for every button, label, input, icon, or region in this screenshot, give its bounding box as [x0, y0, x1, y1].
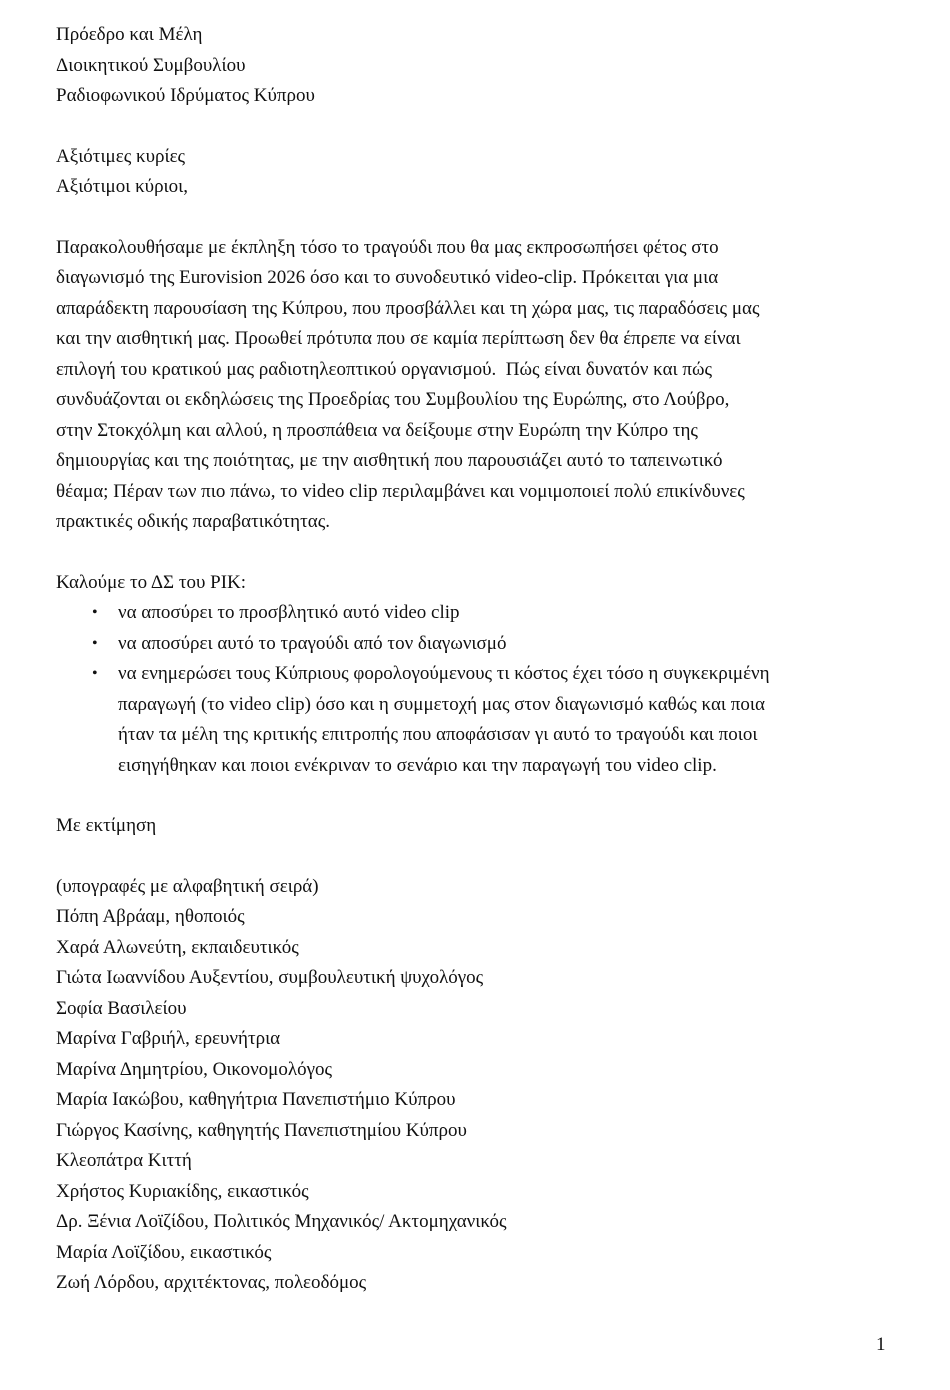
list-item-line: εισηγήθηκαν και ποιοι ενέκριναν το σενάριο και την παραγωγή του video clip.: [118, 754, 717, 776]
signatory: Μαρία Λοϊζίδου, εικαστικός: [56, 1241, 272, 1263]
body-line: απαράδεκτη παρουσίαση της Κύπρου, που προσβάλλει και τη χώρα μας, τις παραδόσεις μας: [56, 297, 760, 319]
addressee-line: Διοικητικού Συμβουλίου: [56, 54, 246, 76]
signatures-note: (υπογραφές με αλφαβητική σειρά): [56, 875, 319, 897]
addressee-line: Πρόεδρο και Μέλη: [56, 24, 203, 45]
body-line: θέαμα; Πέραν των πιο πάνω, το video clip περιλαμβάνει και νομιμοποιεί πολύ επικίνδυνες: [56, 480, 745, 502]
signatory: Πόπη Αβράαμ, ηθοποιός: [56, 906, 245, 927]
signatory: Χαρά Αλωνεύτη, εκπαιδευτικός: [56, 936, 299, 958]
signatory: Γιώργος Κασίνης, καθηγητής Πανεπιστημίου Κύπρου: [56, 1119, 467, 1141]
list-item-line: παραγωγή (το video clip) όσο και η συμμετοχή μας στον διαγωνισμό καθώς και ποια: [118, 693, 765, 715]
demands-intro: Καλούμε το ΔΣ του ΡΙΚ:: [56, 571, 247, 593]
signatory: Γιώτα Ιωαννίδου Αυξεντίου, συμβουλευτική ψυχολόγος: [56, 967, 484, 988]
letter-page: [56, 20, 896, 1299]
body-line: Παρακολουθήσαμε με έκπληξη τόσο το τραγούδι που θα μας εκπροσωπήσει φέτος στο: [56, 236, 719, 258]
list-item-line: να αποσύρει αυτό το τραγούδι από τον διαγωνισμό: [118, 632, 507, 654]
signatory: Δρ. Ξένια Λοϊζίδου, Πολιτικός Μηχανικός/ Ακτομηχανικός: [56, 1211, 507, 1232]
demands-list: [56, 598, 896, 781]
bullet-icon: •: [92, 665, 98, 682]
signatory: Σοφία Βασιλείου: [56, 997, 187, 1019]
demands-section: [56, 568, 896, 782]
body-line: επιλογή του κρατικού μας ραδιοτηλεοπτικού οργανισμού. Πώς είναι δυνατόν και πώς: [56, 358, 713, 380]
body-line: και την αισθητική μας. Προωθεί πρότυπα που σε καμία περίπτωση δεν θα έπρεπε να είναι: [56, 328, 741, 349]
signatory: Μαρία Ιακώβου, καθηγήτρια Πανεπιστήμιο Κύπρου: [56, 1089, 456, 1110]
signatory: Χρήστος Κυριακίδης, εικαστικός: [56, 1180, 309, 1202]
addressee-block: [56, 20, 896, 112]
body-paragraph: [56, 233, 896, 538]
page-number: 1: [876, 1334, 886, 1355]
body-line: διαγωνισμό της Eurovision 2026 όσο και το συνοδευτικό video-clip. Πρόκειται για μια: [56, 267, 719, 288]
body-line: συνδυάζονται οι εκδηλώσεις της Προεδρίας του Συμβουλίου της Ευρώπης, στο Λούβρο,: [56, 389, 730, 410]
list-item: [56, 659, 896, 781]
list-item: [56, 598, 896, 629]
list-item: [56, 629, 896, 660]
addressee-line: Ραδιοφωνικού Ιδρύματος Κύπρου: [56, 85, 315, 106]
signatory: Κλεοπάτρα Κιττή: [56, 1150, 192, 1171]
salutation-line: Αξιότιμοι κύριοι,: [56, 176, 189, 197]
body-line: στην Στοκχόλμη και αλλού, η προσπάθεια να δείξουμε στην Ευρώπη την Κύπρο της: [56, 419, 698, 441]
signatory: Μαρίνα Δημητρίου, Οικονομολόγος: [56, 1058, 333, 1080]
list-item-line: να ενημερώσει τους Κύπριους φορολογούμενους τι κόστος έχει τόσο η συγκεκριμένη: [118, 663, 770, 684]
salutation-block: [56, 142, 896, 203]
closing: Με εκτίμηση: [56, 815, 157, 836]
bullet-icon: •: [92, 634, 98, 652]
body-line: δημιουργίας και της ποιότητας, με την αισθητική που παρουσιάζει αυτό το ταπεινωτικό: [56, 450, 723, 471]
bullet-icon: •: [92, 604, 98, 621]
signatures-block: [56, 872, 896, 1299]
body-line: πρακτικές οδικής παραβατικότητας.: [56, 511, 330, 532]
salutation-line: Αξιότιμες κυρίες: [56, 145, 186, 167]
signatory: Μαρίνα Γαβριήλ, ερευνήτρια: [56, 1028, 281, 1049]
list-item-line: να αποσύρει το προσβλητικό αυτό video clip: [118, 602, 460, 623]
signatory: Ζωή Λόρδου, αρχιτέκτονας, πολεοδόμος: [56, 1272, 367, 1293]
list-item-line: ήταν τα μέλη της κριτικής επιτροπής που αποφάσισαν γι αυτό το τραγούδι και ποιοι: [118, 724, 758, 745]
